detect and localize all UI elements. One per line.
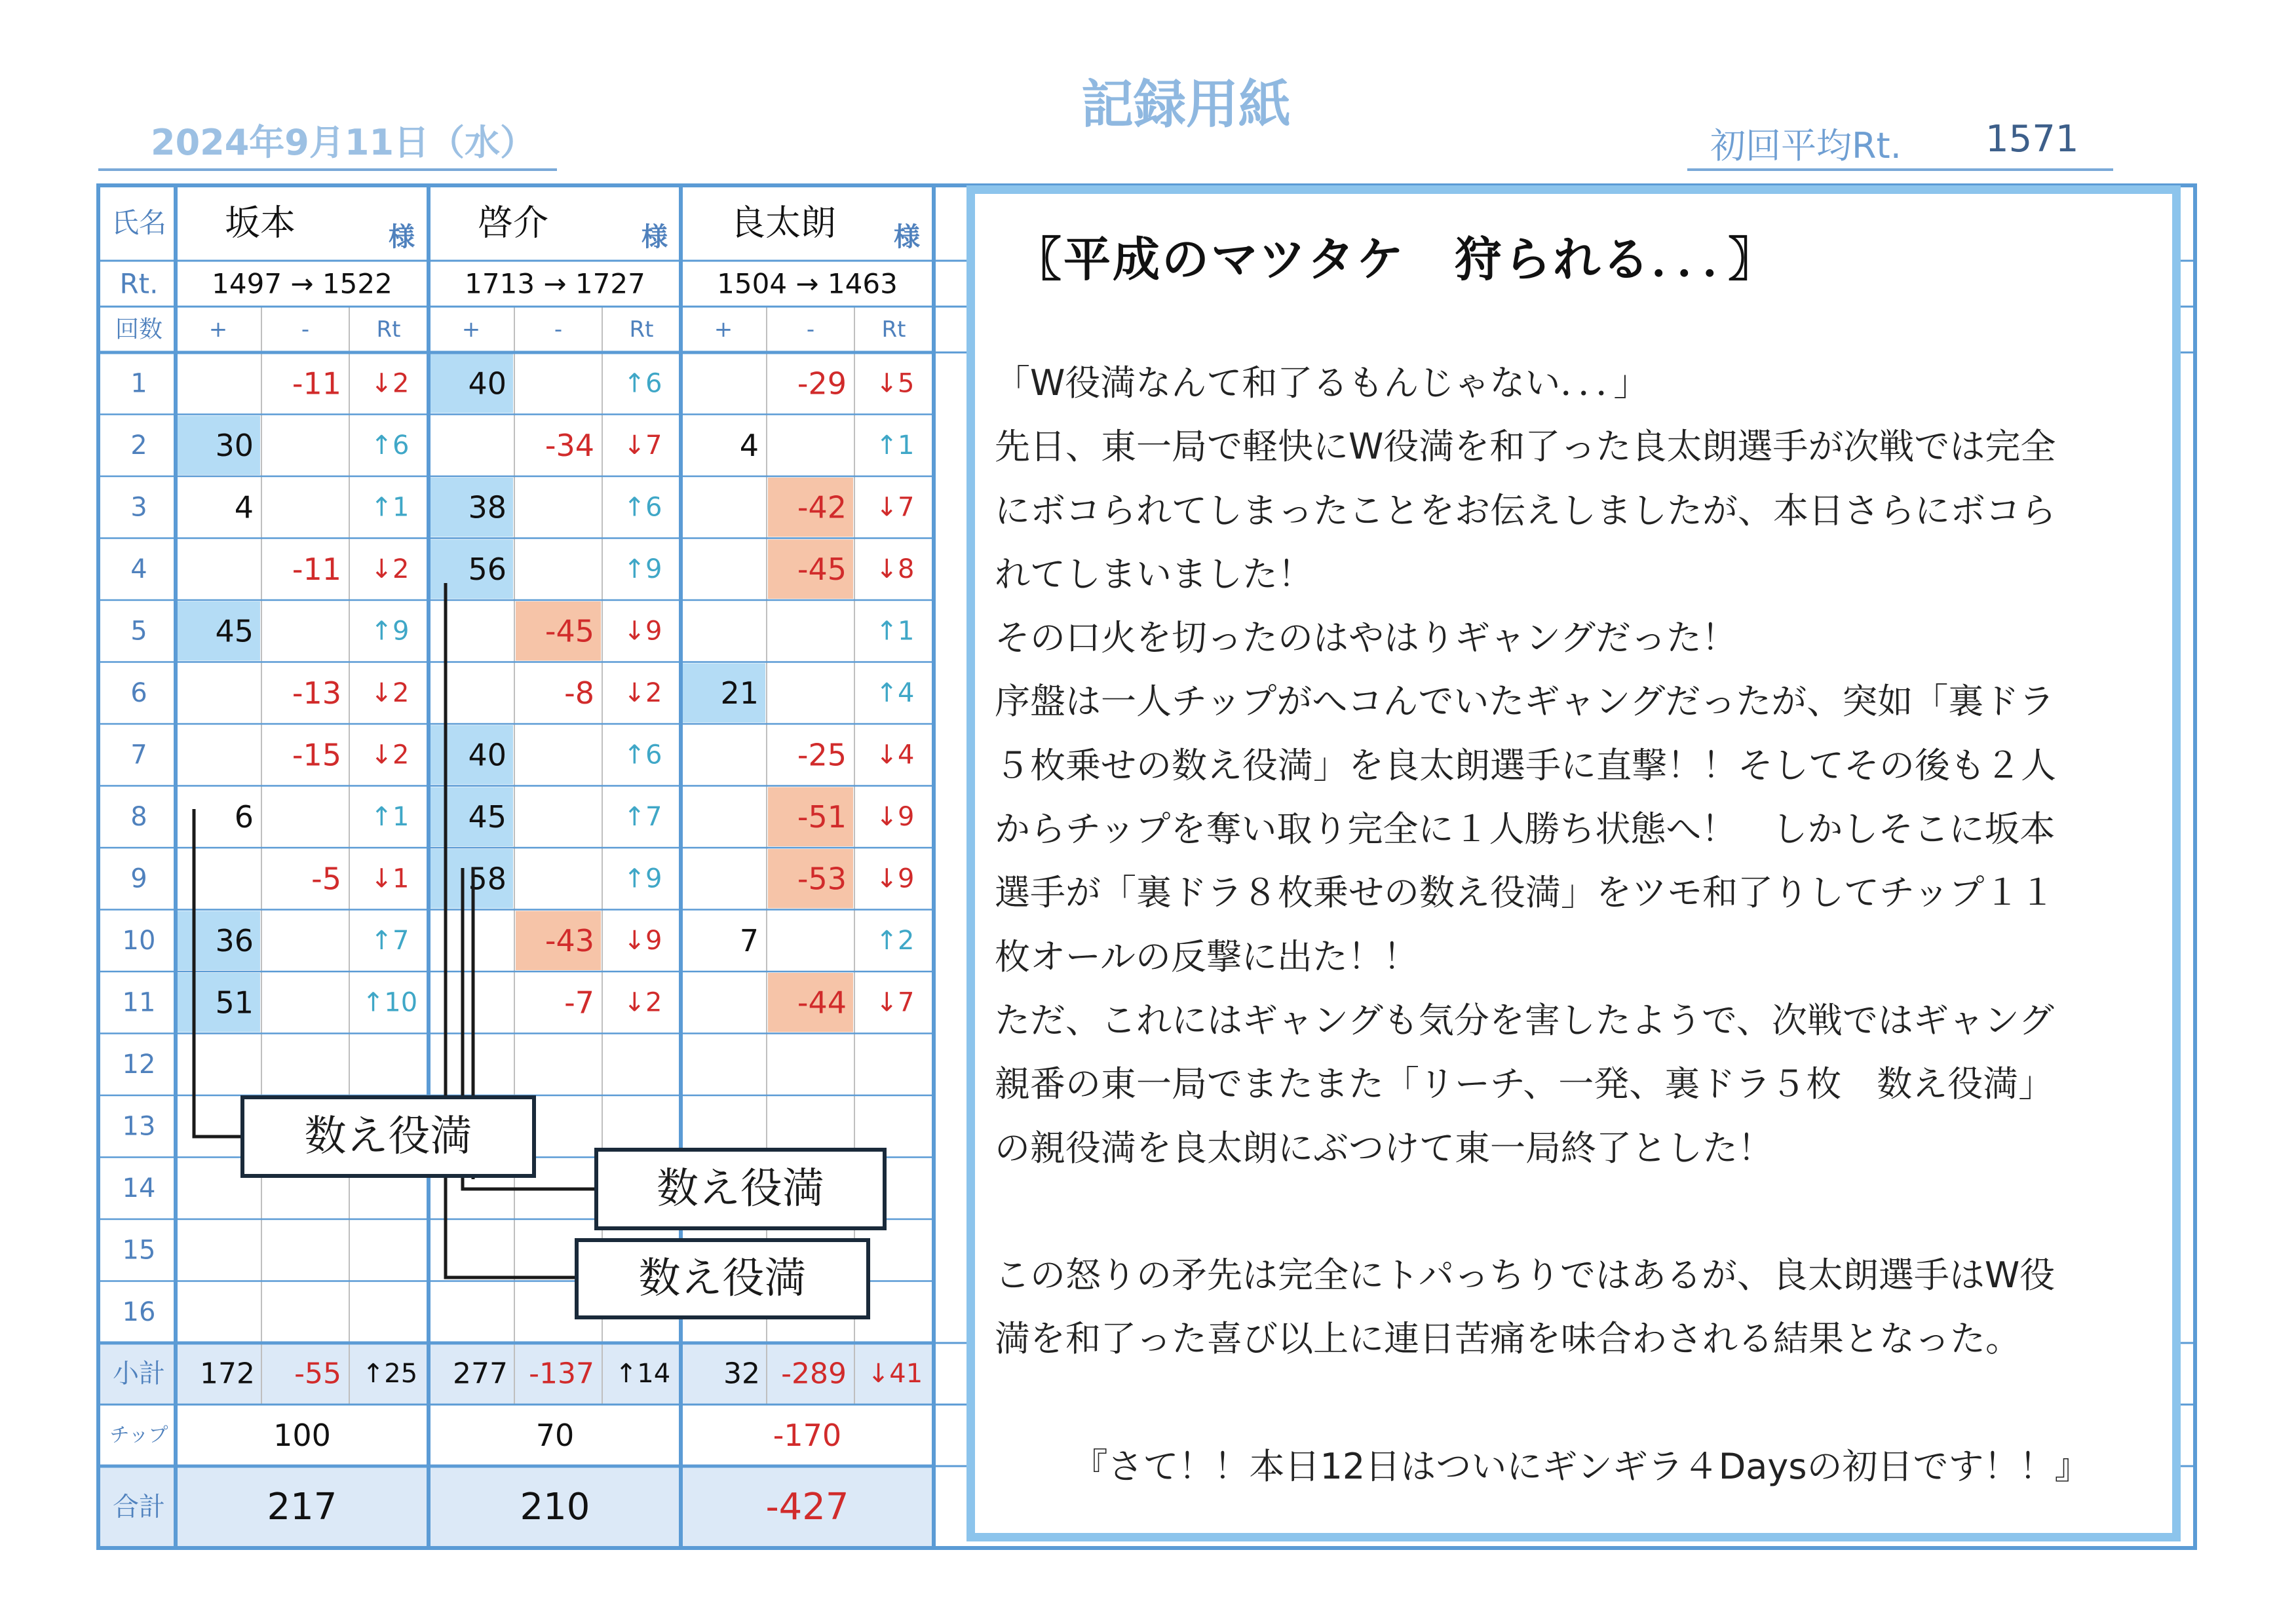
- callout-label: 数え役満: [657, 1165, 824, 1213]
- rt-change: ↑1: [875, 430, 915, 461]
- callout-label: 数え役満: [638, 1255, 807, 1303]
- plus-score: 36: [215, 922, 254, 958]
- rt-change: ↓1: [370, 863, 410, 894]
- rt-change: ↑7: [370, 925, 410, 956]
- story-body: [995, 351, 2168, 1498]
- rt-change: ↓2: [623, 677, 662, 708]
- minus-score: -11: [292, 551, 341, 587]
- round-number: 6: [130, 677, 147, 708]
- rt-change: ↑6: [623, 740, 662, 770]
- round-number: 15: [122, 1235, 156, 1266]
- plus-score: 51: [215, 985, 254, 1021]
- rt-change: ↑2: [875, 925, 915, 956]
- story-line: ５枚乗せの数え役満」を良太朗選手に直撃！！そしてその後も２人: [995, 744, 2056, 786]
- rt-change: ↑6: [623, 368, 662, 399]
- round-number: 1: [130, 368, 147, 399]
- rt-change: ↑6: [370, 430, 410, 461]
- rt-change: ↓2: [370, 677, 410, 708]
- minus-score: -42: [797, 489, 847, 525]
- rt-change: ↑4: [875, 677, 915, 708]
- subtotal-plus: 172: [200, 1357, 255, 1391]
- label-chip: チップ: [109, 1424, 168, 1447]
- chip-value: 100: [273, 1418, 331, 1453]
- subtotal-rt: ↑25: [362, 1359, 418, 1389]
- avg-rating-value: 1571: [1985, 118, 2079, 161]
- rt-change: ↓2: [370, 740, 410, 770]
- rt-change: ↑10: [362, 987, 418, 1018]
- round-number: 5: [130, 616, 147, 647]
- subtotal-plus: 32: [723, 1357, 760, 1391]
- rt-change: ↓7: [875, 987, 915, 1018]
- round-number: 12: [122, 1049, 156, 1080]
- player-rating: 1504 → 1463: [717, 267, 898, 300]
- label-total: 合計: [113, 1492, 165, 1522]
- callout-label: 数え役満: [304, 1112, 472, 1161]
- total-value: 217: [267, 1486, 337, 1528]
- rt-change: ↓7: [623, 430, 662, 461]
- minus-score: -44: [797, 985, 847, 1021]
- plus-score: 4: [739, 427, 759, 463]
- story-line: れてしまいました！: [995, 553, 1313, 595]
- minus-score: -13: [292, 675, 341, 711]
- plus-score: 45: [215, 613, 254, 649]
- subtotal-minus: -289: [781, 1357, 847, 1391]
- player-name: 坂本: [225, 202, 296, 244]
- round-number: 16: [122, 1296, 156, 1327]
- plus-score: 40: [468, 366, 507, 402]
- minus-score: -34: [545, 427, 594, 463]
- round-number: 9: [130, 863, 147, 894]
- story-line: にボコられてしまったことをお伝えしましたが、本日さらにボコら: [995, 489, 2056, 531]
- round-number: 8: [130, 801, 147, 832]
- col-plus-label: +: [461, 316, 481, 343]
- subtotal-rt: ↓41: [867, 1359, 923, 1389]
- rt-change: ↓4: [875, 740, 915, 770]
- story-line: 選手が「裏ドラ８枚乗せの数え役満」をツモ和了りしてチップ１１: [995, 872, 2056, 914]
- story-line: 満を和了った喜び以上に連日苦痛を味合わされる結果となった。: [995, 1318, 2021, 1360]
- total-value: 210: [520, 1486, 590, 1528]
- rt-change: ↓9: [875, 801, 915, 832]
- story-line: の親役満を良太朗にぶつけて東一局終了とした！: [995, 1127, 1773, 1169]
- honorific-label: 様: [389, 222, 415, 252]
- story-line: [995, 1180, 2168, 1243]
- minus-score: -51: [797, 799, 847, 835]
- minus-score: -7: [564, 985, 594, 1021]
- story-panel: [966, 185, 2181, 1541]
- plus-score: 4: [234, 489, 254, 525]
- plus-score: 45: [468, 799, 507, 835]
- round-number: 14: [122, 1173, 156, 1203]
- rt-change: ↑7: [623, 801, 662, 832]
- rt-change: ↑9: [623, 554, 662, 584]
- player-rating: 1497 → 1522: [212, 267, 392, 300]
- label-rt: Rt.: [119, 267, 159, 300]
- chip-value: -170: [773, 1418, 842, 1453]
- rt-change: ↑1: [370, 801, 410, 832]
- rt-change: ↑1: [370, 492, 410, 523]
- plus-score: 40: [468, 737, 507, 773]
- player-name: 啓介: [478, 202, 548, 244]
- story-line: この怒りの矛先は完全にトパっちりではあるが、良太朗選手はW役: [995, 1255, 2056, 1296]
- minus-score: -43: [545, 922, 594, 958]
- rt-change: ↓9: [875, 863, 915, 894]
- rt-change: ↑1: [875, 616, 915, 647]
- minus-score: -8: [564, 675, 594, 711]
- story-line: 序盤は一人チップがへコんでいたギャングだったが、突如「裏ドラ: [995, 681, 2055, 723]
- rt-change: ↓8: [875, 554, 915, 584]
- rt-change: ↑6: [623, 492, 662, 523]
- round-number: 11: [122, 987, 156, 1018]
- honorific-label: 様: [894, 222, 920, 252]
- rt-change: ↓9: [623, 925, 662, 956]
- player-rating: 1713 → 1727: [465, 267, 645, 300]
- label-round: 回数: [115, 316, 163, 343]
- plus-score: 38: [468, 489, 507, 525]
- story-line: 「W役満なんて和了るもんじゃない．．．」: [995, 362, 1649, 404]
- story-line: 先日、東一局で軽快にW役満を和了った良太朗選手が次戦では完全: [995, 426, 2056, 468]
- record-date: 2024年9月11日（水）: [151, 122, 536, 163]
- avg-rating-label: 初回平均Rt.: [1710, 125, 1902, 166]
- story-line: [995, 1371, 2168, 1435]
- rt-change: ↓2: [370, 368, 410, 399]
- rt-change: ↓2: [623, 987, 662, 1018]
- rt-change: ↑9: [370, 616, 410, 647]
- story-line: 枚オールの反撃に出た！！: [995, 935, 1419, 977]
- subtotal-rt: ↑14: [615, 1359, 671, 1389]
- player-name: 良太朗: [730, 202, 836, 244]
- story-title: 〖平成のマツタケ 狩られる．．．〗: [1014, 232, 1778, 287]
- round-number: 4: [130, 554, 147, 584]
- minus-score: -15: [292, 737, 341, 773]
- rt-change: ↑9: [623, 863, 662, 894]
- story-line: ただ、これにはギャングも気分を害したようで、次戦ではギャング: [995, 999, 2054, 1041]
- round-number: 3: [130, 492, 147, 523]
- story-line: 『さて！！本日12日はついにギンギラ４Daysの初日です！！』: [1072, 1446, 2090, 1488]
- label-name: 氏名: [111, 206, 167, 239]
- chip-value: 70: [535, 1418, 575, 1453]
- minus-score: -5: [311, 861, 341, 897]
- minus-score: -11: [292, 366, 341, 402]
- col-plus-label: +: [208, 316, 228, 343]
- subtotal-minus: -55: [294, 1357, 341, 1391]
- plus-score: 7: [739, 922, 759, 958]
- minus-score: -25: [797, 737, 847, 773]
- rt-change: ↓9: [623, 616, 662, 647]
- round-number: 7: [130, 740, 147, 770]
- minus-score: -45: [545, 613, 594, 649]
- plus-score: 58: [468, 861, 507, 897]
- plus-score: 56: [468, 551, 507, 587]
- minus-score: -29: [797, 366, 847, 402]
- minus-score: -53: [797, 861, 847, 897]
- col-plus-label: +: [714, 316, 733, 343]
- story-line: からチップを奪い取り完全に１人勝ち状態へ！ しかしそこに坂本: [995, 808, 2056, 850]
- rt-change: ↓5: [875, 368, 915, 399]
- story-line: 親番の東一局でまたまた「リーチ、一発、裏ドラ５枚 数え役満」: [995, 1063, 2054, 1105]
- page-title: 記録用紙: [1081, 74, 1291, 135]
- subtotal-minus: -137: [529, 1357, 594, 1391]
- story-line: その口火を切ったのはやはりギャングだった！: [995, 617, 1737, 659]
- col-rt-label: Rt: [376, 316, 401, 343]
- round-number: 10: [122, 925, 156, 956]
- round-number: 13: [122, 1111, 156, 1142]
- col-minus-label: -: [806, 316, 815, 343]
- col-rt-label: Rt: [629, 316, 654, 343]
- col-minus-label: -: [301, 316, 310, 343]
- honorific-label: 様: [641, 222, 668, 252]
- rt-change: ↓2: [370, 554, 410, 584]
- rt-change: ↓7: [875, 492, 915, 523]
- total-value: -427: [765, 1486, 849, 1528]
- subtotal-plus: 277: [453, 1357, 508, 1391]
- col-rt-label: Rt: [881, 316, 906, 343]
- round-number: 2: [130, 430, 147, 461]
- label-subtotal: 小計: [113, 1359, 165, 1389]
- plus-score: 30: [215, 427, 254, 463]
- plus-score: 6: [234, 799, 254, 835]
- plus-score: 21: [720, 675, 759, 711]
- minus-score: -45: [797, 551, 847, 587]
- col-minus-label: -: [554, 316, 563, 343]
